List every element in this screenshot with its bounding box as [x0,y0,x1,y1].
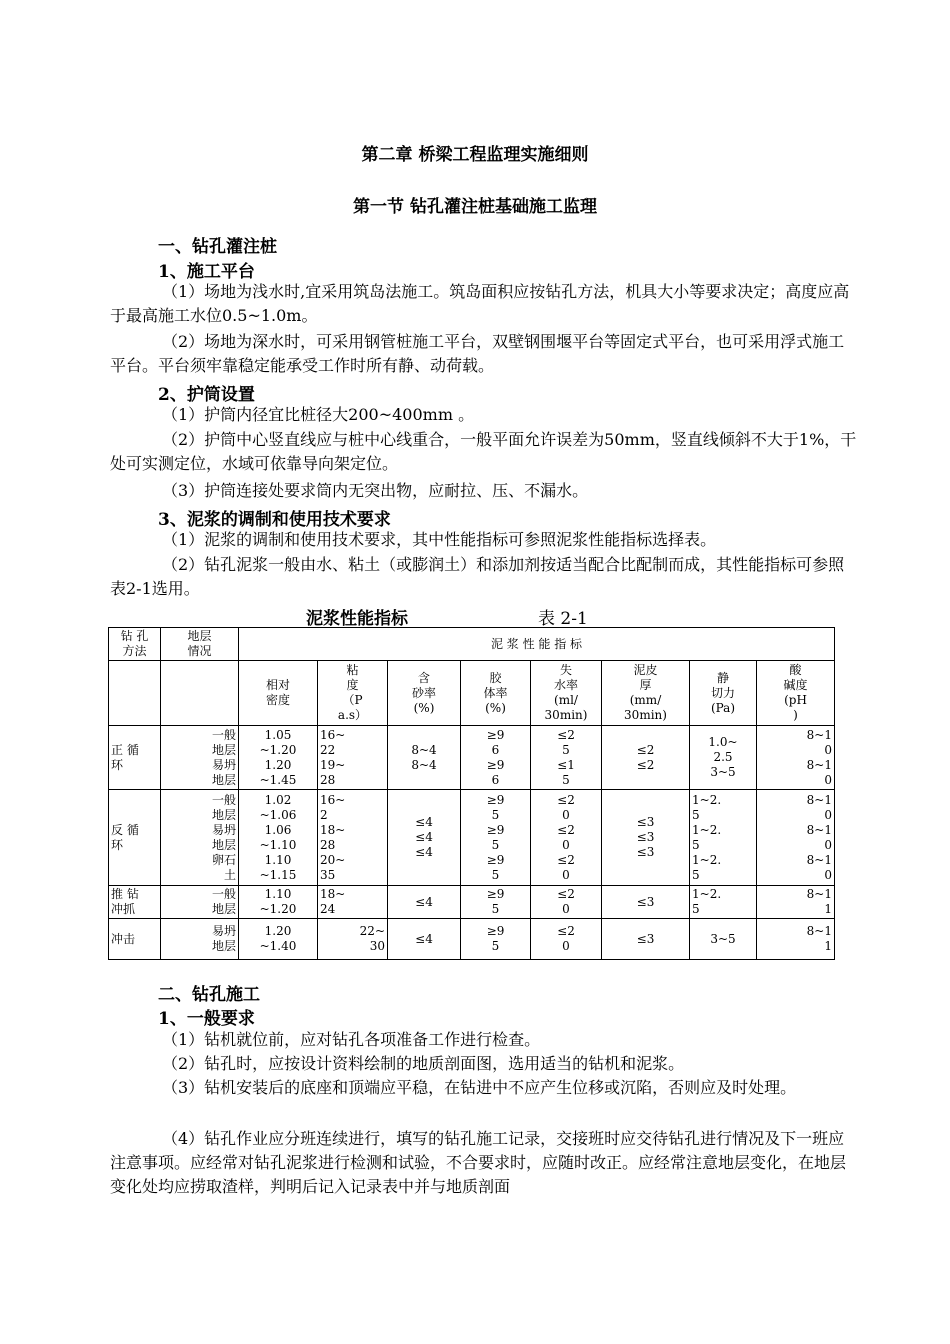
part1-heading: 一、钻孔灌注桩 [158,237,277,257]
cell-sand: ≤4 ≤4 ≤4 [388,790,461,886]
sub2-para-3: （3）护筒连接处要求筒内无突出物，应耐拉、压、不漏水。 [162,481,589,500]
header-layer: 地层 情况 [161,628,239,661]
cell-density: 1.05 ~1.20 1.20 ~1.45 [239,726,318,790]
sub1-para-1: （1）场地为浅水时,宜采用筑岛法施工。筑岛面积应按钻孔方法，机具大小等要求决定；高度应高于最高施工水位0.5~1.0m。 [110,282,850,325]
header-shear: 静 切力 (Pa) [690,661,757,726]
cell-sand: 8~4 8~4 [388,726,461,790]
cell-shear: 1~2. 5 [690,886,757,919]
cell-method: 正 循 环 [109,726,161,790]
header-blank-1 [109,661,161,726]
part2-sub1-heading: 1、一般要求 [158,1009,255,1029]
table-number: 表 2-1 [538,609,588,629]
sub2-para-1: （1）护筒内径宜比桩径大200~400mm 。 [162,405,475,424]
cell-ph: 8~1 0 8~1 0 8~1 0 [757,790,835,886]
section-title: 第一节 钻孔灌注桩基础施工监理 [353,197,597,217]
cell-viscosity: 22~ 30 [318,919,388,960]
cell-colloid: ≥9 5 ≥9 5 ≥9 5 [461,790,531,886]
sub1-para-2: （2）场地为深水时，可采用钢管桩施工平台，双壁钢围堰平台等固定式平台，也可采用浮式施工平台。平台须牢靠稳定能承受工作时所有静、动荷载。 [110,332,845,375]
cell-cake: ≤2 ≤2 [602,726,690,790]
cell-layer: 一般 地层 易坍 地层 [161,726,239,790]
cell-colloid: ≥9 6 ≥9 6 [461,726,531,790]
cell-water-loss: ≤2 0 [531,919,602,960]
header-sand: 含 砂率 (%) [388,661,461,726]
cell-cake: ≤3 ≤3 ≤3 [602,790,690,886]
cell-water-loss: ≤2 0 [531,886,602,919]
header-water-loss: 失 水率 (ml/ 30min) [531,661,602,726]
cell-colloid: ≥9 5 [461,919,531,960]
sub2-para-2: （2）护筒中心竖直线应与桩中心线重合，一般平面允许误差为50mm，竖直线倾斜不大于1%，干处可实测定位，水域可依靠导向架定位。 [110,430,857,473]
cell-shear: 3~5 [690,919,757,960]
cell-ph: 8~1 0 8~1 0 [757,726,835,790]
cell-water-loss: ≤2 0 ≤2 0 ≤2 0 [531,790,602,886]
sub3-para-1: （1）泥浆的调制和使用技术要求，其中性能指标可参照泥浆性能指标选择表。 [162,530,717,549]
header-blank-2 [161,661,239,726]
header-colloid: 胶 体率 (%) [461,661,531,726]
table-caption: 泥浆性能指标 [306,609,408,629]
part2-para-1: （1）钻机就位前，应对钻孔各项准备工作进行检查。 [162,1030,541,1049]
chapter-title: 第二章 桥梁工程监理实施细则 [361,145,589,165]
table-row [109,790,835,886]
part2-heading: 二、钻孔施工 [158,985,260,1005]
cell-viscosity: 16~ 22 19~ 28 [318,726,388,790]
cell-ph: 8~1 1 [757,919,835,960]
cell-colloid: ≥9 5 [461,886,531,919]
sub2-heading: 2、护筒设置 [158,385,255,405]
cell-layer: 一般 地层 [161,886,239,919]
sub3-para-2: （2）钻孔泥浆一般由水、粘土（或膨润土）和添加剂按适当配合比配制而成，其性能指标可参照表2-1选用。 [110,555,845,598]
cell-viscosity: 16~ 2 18~ 28 20~ 35 [318,790,388,886]
header-group: 泥 浆 性 能 指 标 [239,628,835,661]
table-header-row-1 [109,628,835,661]
part2-para-2: （2）钻孔时，应按设计资料绘制的地质剖面图，选用适当的钻机和泥浆。 [162,1054,685,1073]
header-ph: 酸 碱度 (pH ) [757,661,835,726]
sub3-heading: 3、泥浆的调制和使用技术要求 [158,510,391,530]
cell-cake: ≤3 [602,919,690,960]
header-viscosity: 粘 度 （P a.s） [318,661,388,726]
cell-density: 1.20 ~1.40 [239,919,318,960]
cell-shear: 1.0~ 2.5 3~5 [690,726,757,790]
cell-method: 推 钻 冲抓 [109,886,161,919]
mud-properties-table [108,627,835,960]
cell-sand: ≤4 [388,919,461,960]
header-cake: 泥皮 厚 (mm/ 30min) [602,661,690,726]
header-density: 相对 密度 [239,661,318,726]
table-header-row-2 [109,661,835,726]
cell-layer: 易坍 地层 [161,919,239,960]
sub1-heading: 1、施工平台 [158,262,255,282]
cell-viscosity: 18~ 24 [318,886,388,919]
cell-layer: 一般 地层 易坍 地层 卵石 土 [161,790,239,886]
part2-para-4: （4）钻孔作业应分班连续进行，填写的钻孔施工记录，交接班时应交待钻孔进行情况及下一班应注意事项。应经常对钻孔泥浆进行检测和试验，不合要求时，应随时改正。应经常注意地层变化，在地层变化处均应捞取渣样，判明后记入记录表中并与地质剖面 [110,1129,847,1196]
table-row [109,919,835,960]
table-row [109,886,835,919]
part2-para-3: （3）钻机安装后的底座和顶端应平稳，在钻进中不应产生位移或沉陷，否则应及时处理。 [162,1078,797,1097]
cell-method: 冲击 [109,919,161,960]
cell-method: 反 循 环 [109,790,161,886]
table-row [109,726,835,790]
cell-ph: 8~1 1 [757,886,835,919]
cell-shear: 1~2. 5 1~2. 5 1~2. 5 [690,790,757,886]
cell-cake: ≤3 [602,886,690,919]
cell-sand: ≤4 [388,886,461,919]
cell-density: 1.10 ~1.20 [239,886,318,919]
cell-density: 1.02 ~1.06 1.06 ~1.10 1.10 ~1.15 [239,790,318,886]
header-method: 钻 孔 方法 [109,628,161,661]
cell-water-loss: ≤2 5 ≤1 5 [531,726,602,790]
